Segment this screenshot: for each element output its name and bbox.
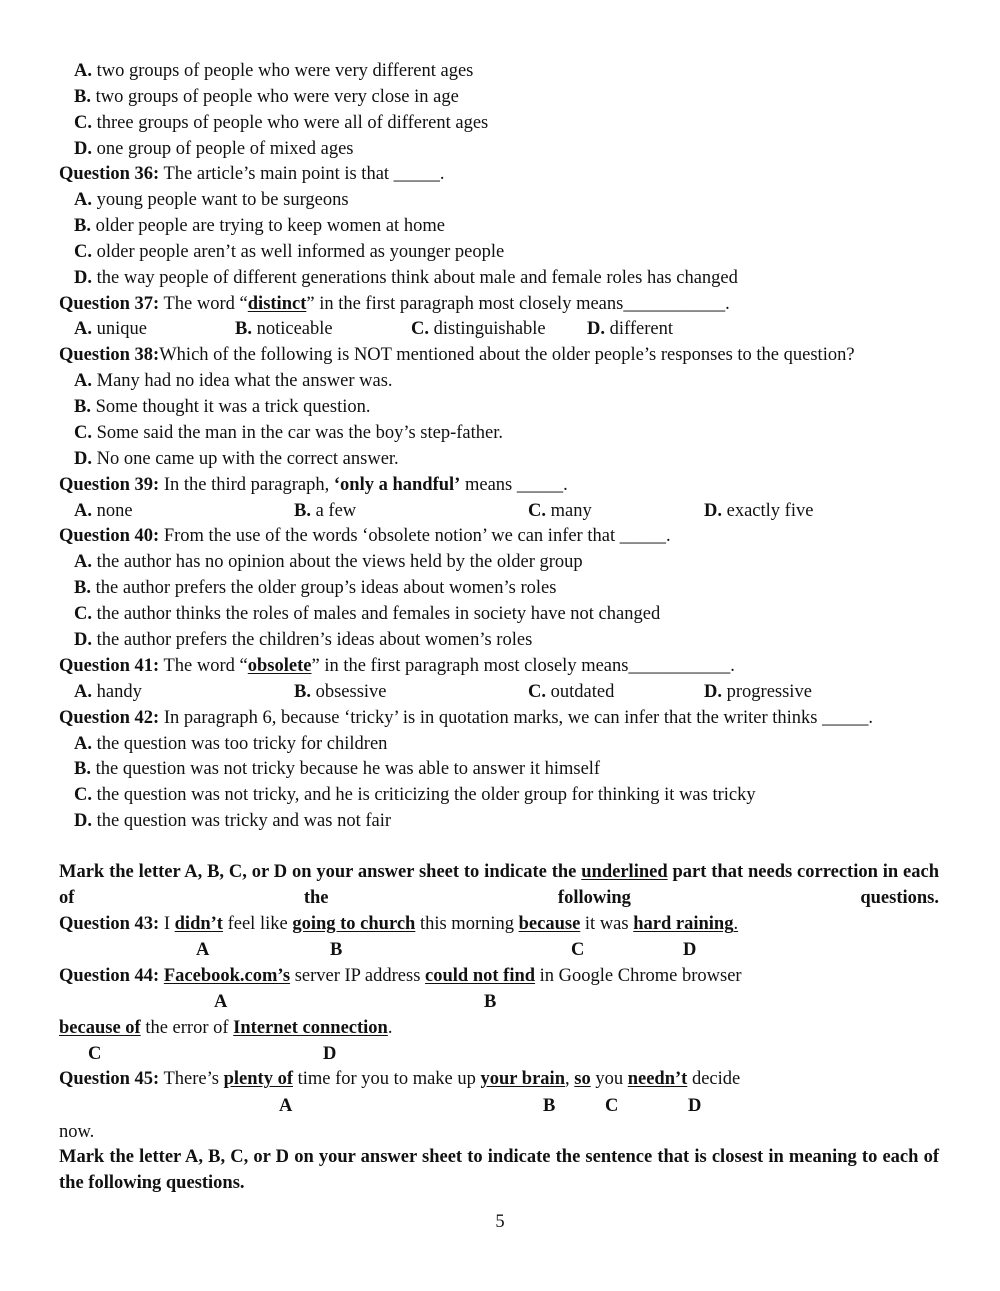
- question-text: The word “: [159, 656, 248, 676]
- option-letter: A.: [74, 371, 92, 391]
- option-letter: B.: [74, 87, 91, 107]
- question-label: Question 45:: [59, 1069, 160, 1089]
- q45-letter-d: D: [688, 1096, 702, 1116]
- option-text: the author prefers the older group’s ideas about women’s roles: [90, 578, 557, 598]
- q42-option-a: [74, 733, 387, 755]
- q43-letter-b: B: [330, 940, 343, 960]
- underlined-part-d: Internet connection: [233, 1018, 388, 1038]
- option-text: the way people of different generations think about male and female roles has changed: [92, 268, 738, 288]
- underlined-part-a: Facebook.com’s: [163, 966, 291, 986]
- q42-stem: [59, 707, 873, 729]
- q42-option-b: [74, 758, 600, 780]
- question-label: Question 39:: [59, 475, 160, 495]
- target-word: distinct: [247, 294, 307, 314]
- question-label: Question 41:: [59, 656, 160, 676]
- question-label: Question 36:: [59, 164, 160, 184]
- option-letter: D.: [74, 268, 92, 288]
- option-text: two groups of people who were very different ages: [92, 61, 474, 81]
- option-letter: C.: [528, 501, 546, 521]
- option-text: progressive: [722, 682, 812, 702]
- underlined-part-b: going to church: [292, 914, 416, 934]
- q36-option-d: [74, 267, 738, 289]
- question-text: means _____.: [460, 475, 568, 495]
- option-letter: A.: [74, 734, 92, 754]
- q35-option-c: [74, 112, 488, 134]
- question-label: Question 43:: [59, 914, 160, 934]
- question-text: ” in the first paragraph most closely means___________.: [311, 656, 735, 676]
- option-text: unique: [92, 319, 147, 339]
- option-letter: D.: [587, 319, 605, 339]
- underlined-part-a: didn’t: [174, 914, 223, 934]
- option-letter: C.: [74, 604, 92, 624]
- instruction-closest-meaning: Mark the letter A, B, C, or D on your answer sheet to indicate the sentence that is closest in meaning to each of the following questions.: [59, 1147, 939, 1193]
- sentence-text: decide: [687, 1069, 741, 1089]
- q43-letter-d: D: [683, 940, 697, 960]
- sentence-text: server IP address: [290, 966, 426, 986]
- option-letter: B.: [294, 682, 311, 702]
- option-letter: D.: [74, 449, 92, 469]
- sentence-text: ,: [565, 1069, 575, 1089]
- q40-stem: [59, 525, 671, 547]
- sentence-text: time for you to make up: [292, 1069, 481, 1089]
- question-text: In paragraph 6, because ‘tricky’ is in quotation marks, we can infer that the writer thinks _____.: [159, 708, 873, 728]
- underlined-part-a: plenty of: [223, 1069, 293, 1089]
- option-letter: B.: [74, 397, 91, 417]
- option-text: the question was not tricky, and he is criticizing the older group for thinking it was tricky: [92, 785, 756, 805]
- option-text: exactly five: [722, 501, 814, 521]
- q38-stem: [59, 344, 855, 366]
- option-text: three groups of people who were all of different ages: [92, 113, 489, 133]
- option-text: the question was not tricky because he was able to answer it himself: [90, 759, 601, 779]
- q37-option-d: [587, 318, 673, 340]
- target-word: obsolete: [247, 656, 312, 676]
- option-text: the author thinks the roles of males and females in society have not changed: [92, 604, 661, 624]
- q45-letter-b: B: [543, 1096, 556, 1116]
- q37-option-a: [74, 318, 147, 340]
- q39-option-b: [294, 500, 356, 522]
- q39-option-c: [528, 500, 592, 522]
- page-number: 5: [495, 1212, 505, 1232]
- q38-option-a: [74, 370, 393, 392]
- option-letter: D.: [74, 811, 92, 831]
- q42-option-d: [74, 810, 391, 832]
- q41-option-b: [294, 681, 387, 703]
- q44-sentence-continued: [59, 1017, 392, 1039]
- question-text: In the third paragraph,: [159, 475, 334, 495]
- q40-option-b: [74, 577, 556, 599]
- option-text: the question was tricky and was not fair: [92, 811, 392, 831]
- instruction-error-correction: [59, 859, 939, 911]
- sentence-text: feel like: [222, 914, 293, 934]
- option-letter: A.: [74, 501, 92, 521]
- q35-option-a: [74, 60, 473, 82]
- underlined-part-c: because of: [59, 1018, 141, 1038]
- q44-letter-d: D: [323, 1044, 337, 1064]
- q44-letter-a: A: [214, 992, 228, 1012]
- q41-option-d: [704, 681, 812, 703]
- option-text: No one came up with the correct answer.: [92, 449, 399, 469]
- q40-option-c: [74, 603, 660, 625]
- q45-sentence-continued: now.: [59, 1122, 95, 1142]
- q39-option-a: [74, 500, 133, 522]
- underlined-part-b: your brain: [480, 1069, 565, 1089]
- q44-letter-b: B: [484, 992, 497, 1012]
- q39-stem: [59, 474, 568, 496]
- q42-option-c: [74, 784, 756, 806]
- option-letter: B.: [235, 319, 252, 339]
- instruction-text: Mark the letter A, B, C, or D on your answer sheet to indicate the: [59, 862, 582, 882]
- option-text: young people want to be surgeons: [92, 190, 349, 210]
- option-text: handy: [92, 682, 142, 702]
- option-letter: C.: [74, 113, 92, 133]
- option-text: many: [546, 501, 592, 521]
- option-letter: A.: [74, 682, 92, 702]
- option-text: the author prefers the children’s ideas about women’s roles: [92, 630, 533, 650]
- option-letter: B.: [74, 578, 91, 598]
- question-label: Question 44:: [59, 966, 160, 986]
- question-label: Question 42:: [59, 708, 160, 728]
- q45-letter-a: A: [279, 1096, 293, 1116]
- option-text: two groups of people who were very close in age: [90, 87, 459, 107]
- target-phrase: ‘only a handful’: [333, 475, 461, 495]
- underlined-part-d: needn’t: [627, 1069, 688, 1089]
- q40-option-a: [74, 551, 583, 573]
- sentence-text: you: [590, 1069, 628, 1089]
- option-text: a few: [310, 501, 357, 521]
- question-label: Question 40:: [59, 526, 160, 546]
- sentence-period: .: [733, 914, 739, 934]
- option-letter: D.: [704, 682, 722, 702]
- q44-sentence: [59, 965, 742, 987]
- q36-option-a: [74, 189, 349, 211]
- underlined-part-b: could not find: [425, 966, 536, 986]
- question-text: Which of the following is NOT mentioned about the older people’s responses to the question?: [159, 345, 855, 365]
- option-letter: D.: [74, 139, 92, 159]
- option-text: Some said the man in the car was the boy’s step-father.: [92, 423, 504, 443]
- underlined-part-c: so: [574, 1069, 591, 1089]
- q36-option-c: [74, 241, 504, 263]
- q44-letter-c: C: [88, 1044, 102, 1064]
- option-letter: A.: [74, 319, 92, 339]
- option-text: different: [605, 319, 673, 339]
- q38-option-d: [74, 448, 399, 470]
- q35-option-d: [74, 138, 354, 160]
- q37-stem: [59, 293, 730, 315]
- option-letter: A.: [74, 190, 92, 210]
- instruction-underlined-word: underlined: [581, 862, 668, 882]
- option-text: distinguishable: [429, 319, 546, 339]
- q41-option-c: [528, 681, 614, 703]
- q35-option-b: [74, 86, 459, 108]
- q37-option-c: [411, 318, 546, 340]
- sentence-text: this morning: [415, 914, 519, 934]
- option-letter: B.: [74, 216, 91, 236]
- option-letter: A.: [74, 552, 92, 572]
- q41-stem: [59, 655, 735, 677]
- instruction-text: part that needs correction in each of the following questions.: [59, 862, 939, 908]
- option-text: one group of people of mixed ages: [92, 139, 354, 159]
- q37-option-b: [235, 318, 333, 340]
- option-letter: C.: [74, 423, 92, 443]
- q43-sentence: [59, 913, 738, 935]
- option-letter: B.: [74, 759, 91, 779]
- option-letter: D.: [74, 630, 92, 650]
- option-text: older people are trying to keep women at home: [90, 216, 445, 236]
- option-text: Many had no idea what the answer was.: [92, 371, 393, 391]
- question-label: Question 38:: [59, 345, 160, 365]
- question-text: From the use of the words ‘obsolete notion’ we can infer that _____.: [159, 526, 671, 546]
- option-text: outdated: [546, 682, 615, 702]
- sentence-period: .: [387, 1018, 393, 1038]
- question-text: The article’s main point is that _____.: [159, 164, 445, 184]
- option-letter: C.: [411, 319, 429, 339]
- option-text: the author has no opinion about the views held by the older group: [92, 552, 583, 572]
- option-text: older people aren’t as well informed as younger people: [92, 242, 505, 262]
- option-letter: A.: [74, 61, 92, 81]
- q38-option-b: [74, 396, 371, 418]
- option-text: obsessive: [310, 682, 387, 702]
- sentence-text: in Google Chrome browser: [535, 966, 742, 986]
- q36-option-b: [74, 215, 445, 237]
- q38-option-c: [74, 422, 503, 444]
- q43-letter-a: A: [196, 940, 210, 960]
- q36-stem: [59, 163, 445, 185]
- option-letter: B.: [294, 501, 311, 521]
- option-letter: C.: [74, 785, 92, 805]
- q40-option-d: [74, 629, 532, 651]
- underlined-part-c: because: [518, 914, 581, 934]
- option-letter: C.: [528, 682, 546, 702]
- question-text: The word “: [159, 294, 248, 314]
- option-text: none: [92, 501, 133, 521]
- q43-letter-c: C: [571, 940, 585, 960]
- question-label: Question 37:: [59, 294, 160, 314]
- q45-sentence: [59, 1068, 740, 1090]
- q41-option-a: [74, 681, 142, 703]
- option-letter: D.: [704, 501, 722, 521]
- q39-option-d: [704, 500, 813, 522]
- sentence-text: it was: [580, 914, 634, 934]
- option-text: Some thought it was a trick question.: [90, 397, 371, 417]
- underlined-part-d: hard raining: [633, 914, 734, 934]
- q45-letter-c: C: [605, 1096, 619, 1116]
- sentence-text: There’s: [159, 1069, 224, 1089]
- sentence-text: I: [159, 914, 175, 934]
- question-text: ” in the first paragraph most closely means___________.: [306, 294, 730, 314]
- option-text: the question was too tricky for children: [92, 734, 388, 754]
- option-text: noticeable: [251, 319, 333, 339]
- sentence-text: the error of: [140, 1018, 234, 1038]
- option-letter: C.: [74, 242, 92, 262]
